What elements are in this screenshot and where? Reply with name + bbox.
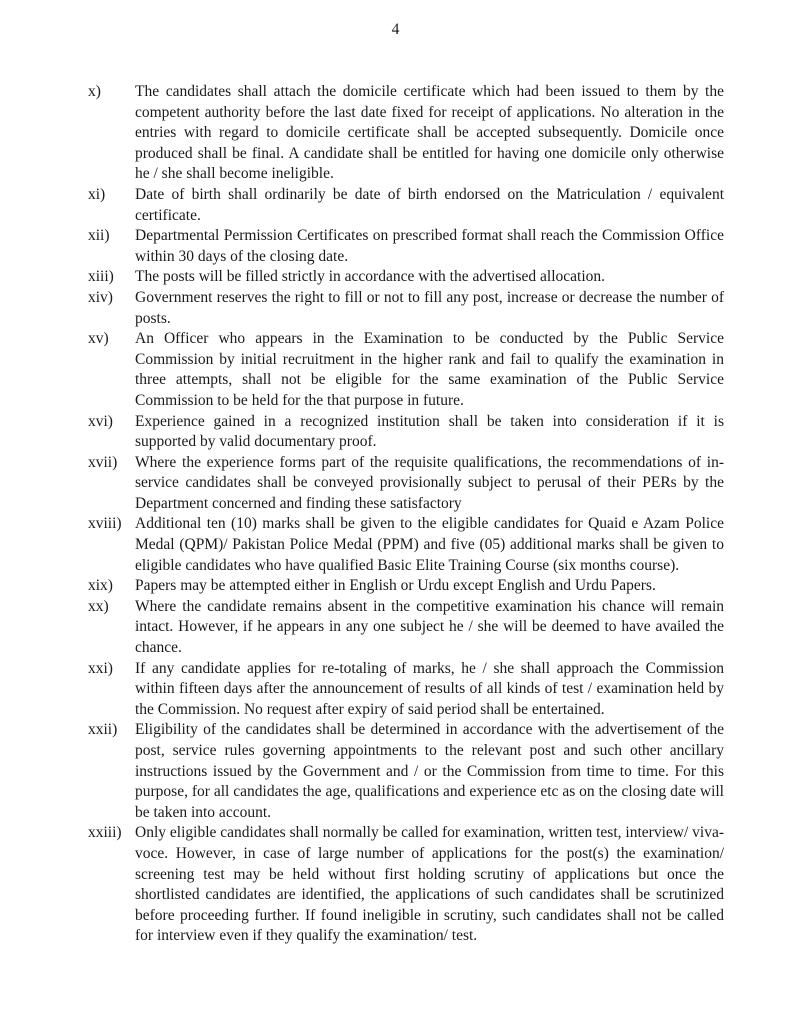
item-marker: x) bbox=[88, 83, 101, 100]
item-marker: xv) bbox=[88, 330, 109, 348]
item-marker: xix) bbox=[88, 577, 113, 595]
list-item-xxi bbox=[88, 659, 724, 721]
list-item-xii bbox=[88, 226, 724, 267]
list-item-xix bbox=[88, 576, 724, 597]
item-text: Departmental Permission Certificates on prescribed format shall reach the Commission Office within 30 days of the closing date. bbox=[135, 227, 724, 265]
list-item-xviii bbox=[88, 514, 724, 576]
item-text: The candidates shall attach the domicile certificate which had been issued to them by the competent authority before the last date fixed for receipt of applications. No alteration in the entries with regard to domicile certificate shall be accepted subsequently. Domicile once produced shall be final. A candidate shall be entitled for having one domicile only otherwise he / she shall become ineligible. bbox=[135, 83, 724, 183]
item-marker: xvi) bbox=[88, 412, 113, 430]
list-item-xiii bbox=[88, 267, 724, 288]
item-text: Papers may be attempted either in English or Urdu except English and Urdu Papers. bbox=[135, 577, 656, 595]
item-text: Experience gained in a recognized institution shall be taken into consideration if it is supported by valid documentary proof. bbox=[135, 412, 724, 451]
item-text: Where the experience forms part of the requisite qualifications, the recommendations of in-service candidates shall be conveyed provisionally subject to perusal of their PERs by the Department concerned and finding these satisfactory bbox=[135, 453, 724, 512]
item-marker: xviii) bbox=[88, 515, 122, 533]
item-text: The posts will be filled strictly in accordance with the advertised allocation. bbox=[135, 268, 606, 286]
page-number: 4 bbox=[391, 21, 400, 38]
item-marker: xi) bbox=[88, 185, 106, 203]
list-item-xiv bbox=[88, 288, 724, 329]
item-text: Where the candidate remains absent in the competitive examination his chance will remain intact. However, if he appears in any one subject he / she will be deemed to have availed the chance. bbox=[135, 597, 724, 657]
item-text: Additional ten (10) marks shall be given to the eligible candidates for Quaid e Azam Police Medal (QPM)/ Pakistan Police Medal (PPM) and five (05) additional marks shall be given to eligible candidates who have qualified Basic Elite Training Course (six months course). bbox=[135, 515, 724, 574]
list-item-xx bbox=[88, 597, 724, 659]
list-item-xvi bbox=[88, 412, 724, 453]
item-text: An Officer who appears in the Examination to be conducted by the Public Service Commission by initial recruitment in the higher rank and fail to qualify the examination in three attempts, shall not be eligible for the same examination of the Public Service Commission to be held for the that purpose in future. bbox=[135, 330, 724, 409]
item-marker: xii) bbox=[88, 227, 110, 245]
item-marker: xiv) bbox=[88, 288, 113, 306]
item-marker: xiii) bbox=[88, 268, 114, 286]
list-item-xv bbox=[88, 329, 724, 411]
list-item-xi bbox=[88, 185, 724, 226]
item-marker: xxii) bbox=[88, 721, 118, 739]
list-item-xvii bbox=[88, 453, 724, 515]
item-marker: xxiii) bbox=[88, 824, 122, 842]
item-text: If any candidate applies for re-totaling of marks, he / she shall approach the Commission within fifteen days after the announcement of results of all kinds of test / examination held by the Commission. No request after expiry of said period shall be entertained. bbox=[135, 659, 724, 718]
item-text: Eligibility of the candidates shall be determined in accordance with the advertisement of the post, service rules governing appointments to the relevant post and such other ancillary instructions issued by the Government and / or the Commission from time to time. For this purpose, for all candidates the age, qualifications and experience etc as on the closing date will be taken into account. bbox=[135, 721, 724, 821]
item-text: Government reserves the right to fill or not to fill any post, increase or decrease the number of posts. bbox=[135, 288, 724, 327]
conditions-list bbox=[88, 82, 724, 947]
list-item-xxii bbox=[88, 720, 724, 823]
item-marker: xx) bbox=[88, 597, 109, 615]
list-item-xxiii bbox=[88, 823, 724, 947]
item-marker: xvii) bbox=[88, 453, 118, 471]
item-text: Date of birth shall ordinarily be date of birth endorsed on the Matriculation / equivalent certificate. bbox=[135, 185, 724, 224]
item-text: Only eligible candidates shall normally be called for examination, written test, interview/ viva-voce. However, in case of large number of applications for the post(s) the examination/ screening test may be held without first holding scrutiny of applications but once the shortlisted candidates are identified, the applications of such candidates shall be scrutinized before proceeding further. If found ineligible in scrutiny, such candidates shall not be called for interview even if they qualify the examination/ test. bbox=[135, 824, 724, 945]
list-item-x bbox=[88, 82, 724, 185]
item-marker: xxi) bbox=[88, 659, 113, 677]
